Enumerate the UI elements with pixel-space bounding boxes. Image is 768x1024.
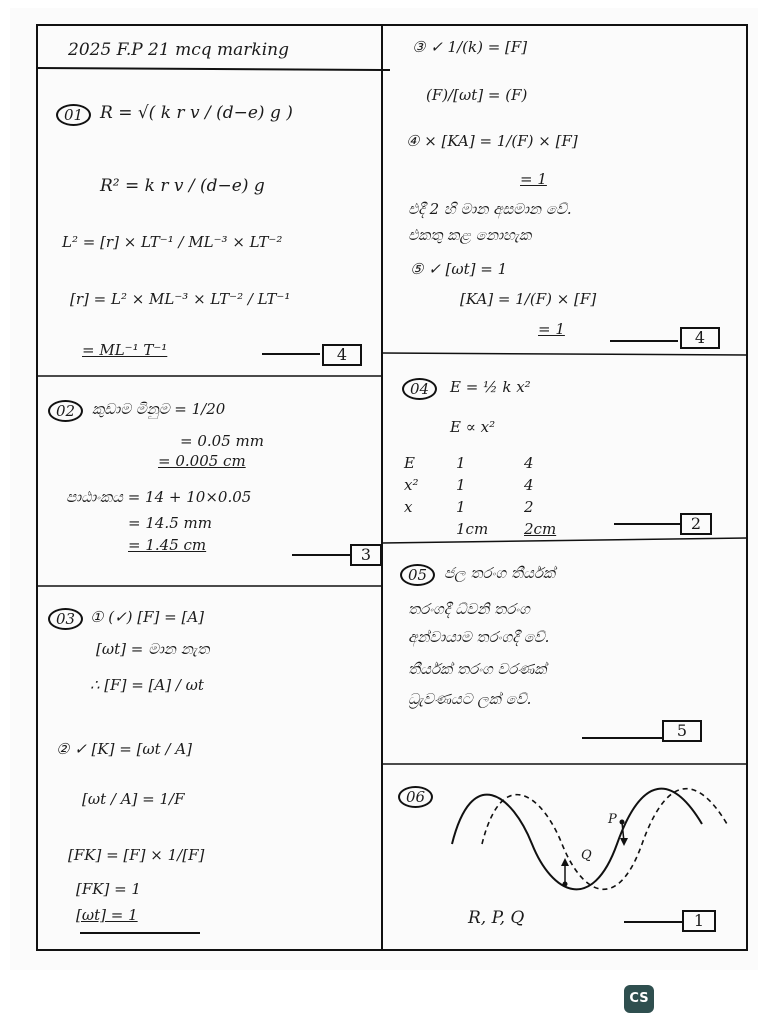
q2-line6: = 1.45 cm bbox=[128, 536, 207, 554]
q4-line2: E ∝ x² bbox=[450, 418, 496, 436]
q1-line3: L² = [r] × LT⁻¹ / ML⁻³ × LT⁻² bbox=[62, 233, 283, 251]
q6-answer-box: 1 bbox=[682, 910, 716, 932]
q4-table-cell: 4 bbox=[524, 454, 534, 472]
q4-table-cell: 4 bbox=[524, 476, 534, 494]
q5-line1: ජල තරංග තීර්යක් bbox=[444, 564, 556, 582]
q2-answer-box: 3 bbox=[350, 544, 382, 566]
q6-wave-diagram bbox=[442, 784, 742, 894]
q3-right-line9: = 1 bbox=[538, 320, 565, 338]
q4-table-cell: x² bbox=[404, 476, 419, 494]
q5-line4: තීර්යක් තරංග වරණක් bbox=[408, 660, 547, 678]
q3-line6: [FK] = [F] × 1/[F] bbox=[68, 846, 205, 864]
q6-label-p: P bbox=[608, 812, 617, 827]
q3-right-line6: එකතු කළ නොහැක bbox=[408, 226, 532, 244]
q5-line3: අන්වායාම තරංගදී වේ. bbox=[408, 628, 550, 646]
q3-answer-box: 4 bbox=[680, 327, 720, 349]
camscanner-badge: CS bbox=[624, 985, 654, 1013]
q4-table-cell: 2cm bbox=[524, 520, 557, 538]
q1-line2: R² = k r v / (d−e) g bbox=[100, 176, 265, 196]
q3-right-line1: ③ ✓ 1/(k) = [F] bbox=[412, 38, 528, 56]
q6-number: 06 bbox=[398, 786, 433, 808]
q2-line1: කුඩාම මිනුම = 1/20 bbox=[92, 400, 226, 418]
q2-line3: = 0.005 cm bbox=[158, 452, 246, 470]
q5-line2: තරංගදී ධ්වනි තරංග bbox=[408, 600, 530, 618]
q3-line7: [FK] = 1 bbox=[76, 880, 141, 898]
q1-number: 01 bbox=[56, 104, 91, 126]
q4-line1: E = ½ k x² bbox=[450, 378, 531, 396]
q1-line5: = ML⁻¹ T⁻¹ bbox=[82, 341, 168, 359]
q2-number: 02 bbox=[48, 400, 83, 422]
q6-line1: R, P, Q bbox=[468, 908, 525, 928]
q2-line4: පාඨාංකය = 14 + 10×0.05 bbox=[66, 488, 252, 506]
q2-answer-dash bbox=[292, 554, 350, 556]
q5-line5: ධ්‍රැවණයට ලක් වේ. bbox=[408, 690, 532, 708]
q3-right-line7: ⑤ ✓ [ωt] = 1 bbox=[410, 260, 508, 278]
q1-answer-dash bbox=[262, 353, 320, 355]
q3-line3: ∴ [F] = [A] / ωt bbox=[90, 676, 204, 694]
q4-table-cell: 1cm bbox=[456, 520, 489, 538]
q4-table-cell: 2 bbox=[524, 498, 534, 516]
q4-table-cell: E bbox=[404, 454, 415, 472]
q3-right-line5: එදී 2 හි මාන අසමාන වේ. bbox=[408, 200, 572, 218]
q1-line4: [r] = L² × ML⁻³ × LT⁻² / LT⁻¹ bbox=[70, 290, 291, 308]
q5-number: 05 bbox=[400, 564, 435, 586]
q6-label-q: Q bbox=[581, 848, 592, 863]
q4-answer-dash bbox=[614, 523, 680, 525]
q4-answer-box: 2 bbox=[680, 513, 712, 535]
q3-number: 03 bbox=[48, 608, 83, 630]
q3-answer-dash bbox=[610, 340, 678, 342]
q5-answer-dash bbox=[582, 737, 662, 739]
q3-line5: [ωt / A] = 1/F bbox=[82, 790, 185, 808]
q3-right-line8: [KA] = 1/(F) × [F] bbox=[460, 290, 597, 308]
q3-underline bbox=[80, 932, 200, 934]
q1-answer-box: 4 bbox=[322, 344, 362, 366]
q3-right-line4: = 1 bbox=[520, 170, 547, 188]
q1-line1: R = √( k r v / (d−e) g ) bbox=[100, 103, 293, 123]
q3-right-line3: ④ × [KA] = 1/(F) × [F] bbox=[406, 132, 578, 150]
q4-table-cell: 1 bbox=[456, 498, 466, 516]
q4-table-cell: x bbox=[404, 498, 413, 516]
sheet-title: 2025 F.P 21 mcq marking bbox=[68, 40, 289, 60]
q3-line8: [ωt] = 1 bbox=[76, 906, 138, 924]
q2-line2: = 0.05 mm bbox=[180, 432, 264, 450]
q3-line4: ② ✓ [K] = [ωt / A] bbox=[56, 740, 192, 758]
q2-line5: = 14.5 mm bbox=[128, 514, 212, 532]
q4-number: 04 bbox=[402, 378, 437, 400]
q3-line1: ① (✓) [F] = [A] bbox=[90, 608, 205, 626]
q3-line2: [ωt] = මාන නැත bbox=[96, 640, 210, 658]
answer-sheet bbox=[10, 8, 758, 970]
q4-table-cell: 1 bbox=[456, 476, 466, 494]
q4-table-cell: 1 bbox=[456, 454, 466, 472]
q3-right-line2: (F)/[ωt] = (F) bbox=[426, 86, 528, 104]
q5-answer-box: 5 bbox=[662, 720, 702, 742]
q6-answer-dash bbox=[624, 921, 682, 923]
